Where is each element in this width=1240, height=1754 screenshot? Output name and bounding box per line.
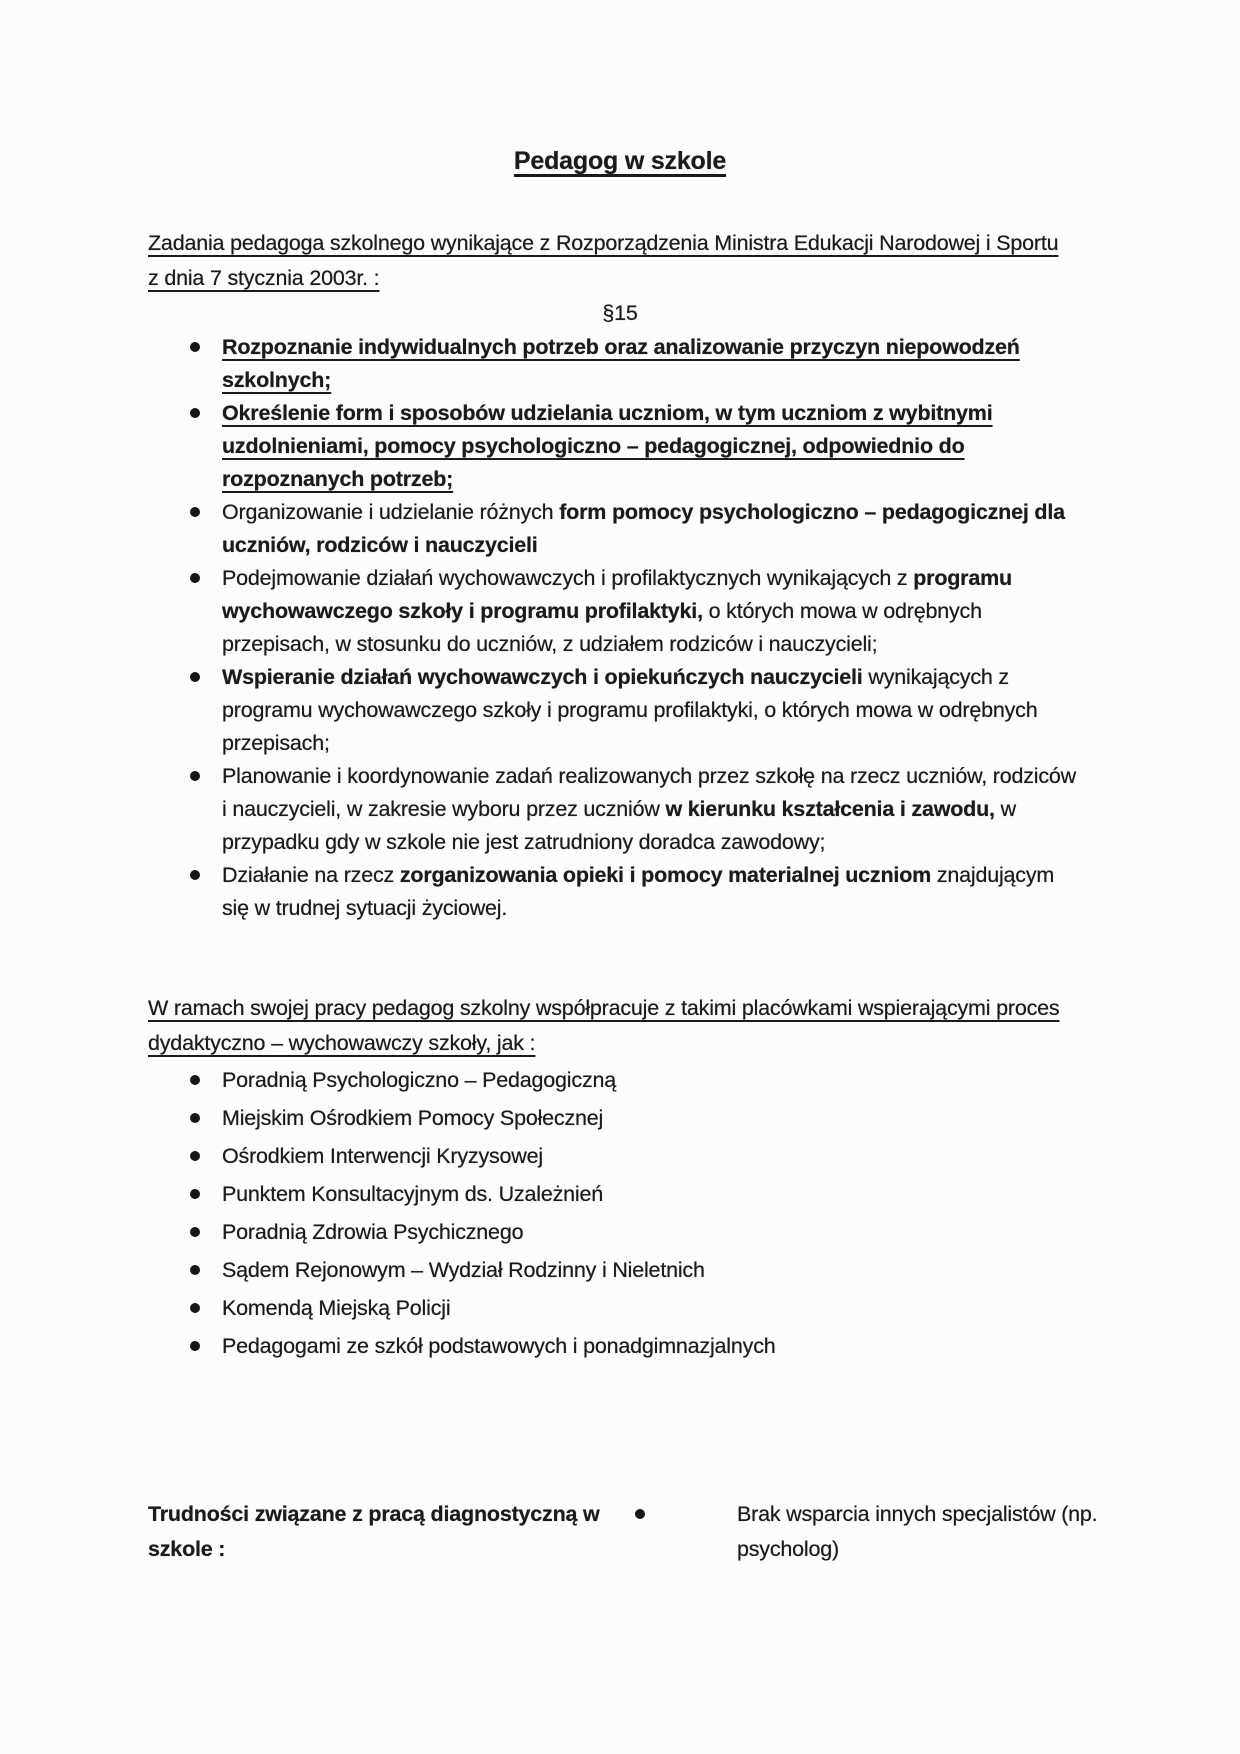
- bullet-icon: [190, 1151, 200, 1161]
- difficulties-section: [148, 1497, 1240, 1567]
- bullet-icon: [190, 1341, 200, 1351]
- institution-item: [148, 1099, 1077, 1137]
- task-text: Planowanie i koordynowanie zadań realizowanych przez szkołę na rzecz uczniów, rodziców i nauczycieli, w zakresie wyboru przez uczniów w kierunku kształcenia i zawodu, w przypadku gdy w szkole nie jest zatrudniony doradca zawodowy;: [222, 764, 1077, 854]
- institutions-list: [148, 1061, 1077, 1365]
- task-item: [148, 562, 1077, 661]
- institution-text: Sądem Rejonowym – Wydział Rodzinny i Nieletnich: [222, 1258, 705, 1282]
- cooperation-paragraph: W ramach swojej pracy pedagog szkolny współpracuje z takimi placówkami wspierającymi proces dydaktyczno – wychowawczy szkoły, jak :: [148, 996, 1060, 1055]
- task-item: [148, 661, 1077, 760]
- institution-text: Ośrodkiem Interwencji Kryzysowej: [222, 1144, 543, 1168]
- institution-item: [148, 1137, 1077, 1175]
- bullet-icon: [190, 870, 200, 880]
- bullet-icon: [190, 342, 200, 352]
- institution-item: [148, 1251, 1077, 1289]
- intro-paragraph: Zadania pedagoga szkolnego wynikające z Rozporządzenia Ministra Edukacji Narodowej i Sportu z dnia 7 stycznia 2003r. :: [148, 231, 1059, 290]
- bullet-icon: [190, 771, 200, 781]
- task-text: Wspieranie działań wychowawczych i opiekuńczych nauczycieli wynikających z programu wychowawczego szkoły i programu profilaktyki, o których mowa w odrębnych przepisach;: [222, 665, 1038, 755]
- institution-item: [148, 1327, 1077, 1365]
- difficulty-item: [635, 1497, 1107, 1567]
- bullet-icon: [190, 408, 200, 418]
- bullet-icon: [190, 573, 200, 583]
- institution-item: [148, 1289, 1077, 1327]
- task-item: [148, 496, 1077, 562]
- institution-text: Poradnią Zdrowia Psychicznego: [222, 1220, 524, 1244]
- task-item: [148, 760, 1077, 859]
- task-item: [148, 331, 1077, 397]
- institution-item: [148, 1175, 1077, 1213]
- institution-text: Poradnią Psychologiczno – Pedagogiczną: [222, 1068, 617, 1092]
- task-text: Określenie form i sposobów udzielania uczniom, w tym uczniom z wybitnymi uzdolnieniami, pomocy psychologiczno – pedagogicznej, odpowiednio do rozpoznanych potrzeb;: [222, 401, 993, 491]
- task-text: Organizowanie i udzielanie różnych form pomocy psychologiczno – pedagogicznej dla uczniów, rodziców i nauczycieli: [222, 500, 1065, 557]
- bullet-icon: [190, 507, 200, 517]
- task-text: Rozpoznanie indywidualnych potrzeb oraz analizowanie przyczyn niepowodzeń szkolnych;: [222, 335, 1020, 392]
- tasks-list: [148, 331, 1077, 925]
- bullet-icon: [190, 1227, 200, 1237]
- bullet-icon: [190, 1303, 200, 1313]
- bullet-icon: [635, 1509, 645, 1519]
- institution-text: Pedagogami ze szkół podstawowych i ponadgimnazjalnych: [222, 1334, 776, 1358]
- bullet-icon: [190, 1075, 200, 1085]
- task-item: [148, 859, 1077, 925]
- institution-text: Punktem Konsultacyjnym ds. Uzależnień: [222, 1182, 603, 1206]
- page-title: Pedagog w szkole: [513, 147, 727, 175]
- institution-text: Miejskim Ośrodkiem Pomocy Społecznej: [222, 1106, 604, 1130]
- institution-item: [148, 1061, 1077, 1099]
- institution-text: Komendą Miejską Policji: [222, 1296, 451, 1320]
- bullet-icon: [190, 1265, 200, 1275]
- section-symbol: §15: [602, 301, 638, 325]
- difficulties-heading: Trudności związane z pracą diagnostyczną w szkole :: [148, 1502, 600, 1561]
- difficulties-list: [635, 1497, 1107, 1567]
- bullet-icon: [190, 672, 200, 682]
- bullet-icon: [190, 1189, 200, 1199]
- difficulty-text: Brak wsparcia innych specjalistów (np. psycholog): [737, 1502, 1098, 1561]
- task-item: [148, 397, 1077, 496]
- institution-item: [148, 1213, 1077, 1251]
- bullet-icon: [190, 1113, 200, 1123]
- task-text: Działanie na rzecz zorganizowania opieki i pomocy materialnej uczniom znajdującym się w trudnej sytuacji życiowej.: [222, 863, 1055, 920]
- task-text: Podejmowanie działań wychowawczych i profilaktycznych wynikających z programu wychowawczego szkoły i programu profilaktyki, o których mowa w odrębnych przepisach, w stosunku do uczniów, z udziałem rodziców i nauczycieli;: [222, 566, 1012, 656]
